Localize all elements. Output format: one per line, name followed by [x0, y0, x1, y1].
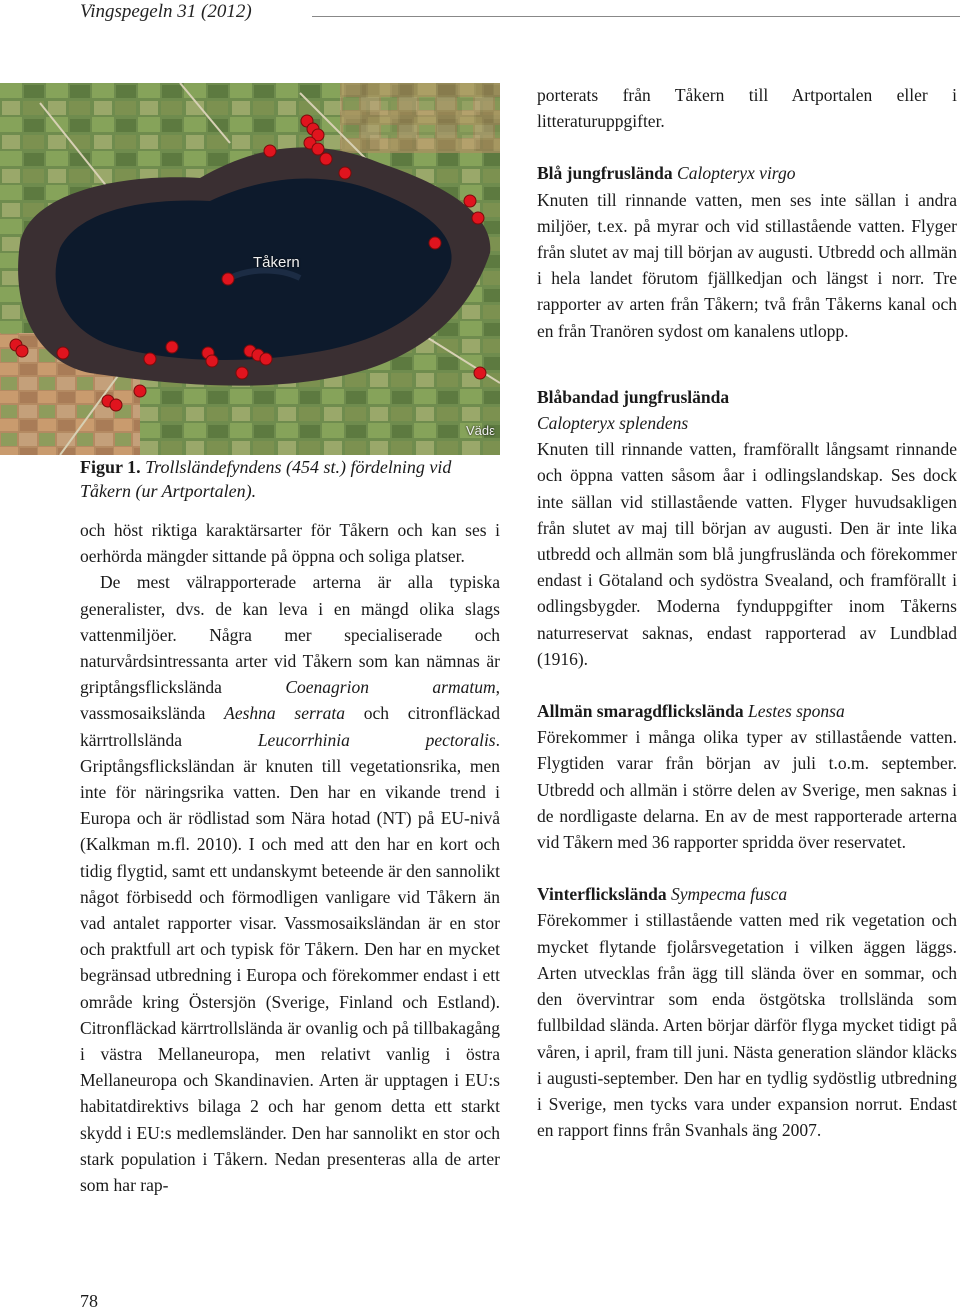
- species-entry: [537, 881, 957, 1143]
- map-lake-label: Tåkern: [253, 254, 300, 271]
- latin-name: Coenagrion armatum: [285, 677, 496, 698]
- paragraph: och höst riktiga karaktärsarter för Tåkern och kan ses i oerhörda mängder sittande på öppna och soliga platser.: [80, 520, 500, 567]
- species-entry: [537, 698, 957, 855]
- latin-name: Aeshna serrata: [224, 703, 345, 724]
- figure-caption: [80, 455, 500, 503]
- figure-map: [0, 83, 500, 455]
- figure-label: Figur 1.: [80, 457, 141, 477]
- left-column: [80, 517, 500, 1198]
- paragraph: [80, 569, 500, 1198]
- right-column: [537, 82, 957, 1143]
- figure-caption-text: Trollsländefyndens (454 st.) fördelning vid Tåkern (ur Artportalen).: [80, 457, 452, 501]
- text-run: De mest välrapporterade arterna är alla typiska generalister, dvs. de kan leva i en mängd olika slags vattenmiljöer. Några mer specialiserade och naturvårdsintressanta arter vid Tåkern som kan nämnas är griptångsflickslända: [80, 572, 500, 698]
- running-header: [80, 0, 960, 30]
- text-run: och citronfläckad kärrtrollslända: [80, 703, 500, 750]
- species-name: Blåbandad jungfruslända: [537, 386, 730, 407]
- latin-name: Calopteryx virgo: [677, 163, 796, 184]
- latin-name: Leucorrhinia pectoralis: [257, 729, 496, 750]
- species-name: Vinterflickslända: [537, 884, 667, 905]
- page-number: 78: [80, 1291, 98, 1311]
- latin-name: Lestes sponsa: [748, 701, 845, 722]
- species-heading: [537, 384, 957, 410]
- species-text: Knuten till rinnande vatten, men ses inte sällan i andra miljöer, t.ex. på myrar och vid stillastående vatten. Flyger från slutet av maj till början av augusti. Utbredd och allmän i hela landet förutom fjällkedjan och längst i norr. Tre rapporter av arten från Tåkern; två från Tåkerns kanal och en från Tranören sydost om kanalens utlopp.: [537, 189, 957, 341]
- species-text: Förekommer i många olika typer av stillastående vatten. Flygtiden varar från början av juli t.o.m. september. Utbredd och allmän i större delen av Sverige, men saknas i de nordligaste delarna. En av de mest rapporterade arterna vid Tåkern med 36 rapporter spridda över reservatet.: [537, 727, 957, 853]
- map-corner-label: Vädε: [466, 423, 495, 438]
- text-run: , vassmosaikslända: [80, 677, 500, 724]
- species-text: Knuten till rinnande vatten, framförallt långsamt rinnande och öppna vatten såsom åar i odlingslandskap. Ses dock inte sällan vid stillastående vatten. Flyger huvudsakligen från slutet av maj till början av augusti. Den är inte lika utbredd och allmän som blå jungfruslända och förekommer endast i Götaland och sydöstra Svealand, och framförallt i odlingsbygder. Moderna fynduppgifter inom Tåkerns naturreservat saknas, endast rapporterad av Lundblad (1916).: [537, 439, 957, 669]
- species-name: Allmän smaragdflickslända: [537, 701, 744, 722]
- header-rule: [312, 16, 960, 17]
- latin-name: Sympecma fusca: [671, 884, 788, 905]
- paragraph: porterats från Tåkern till Artportalen eller i litteraturuppgifter.: [537, 85, 957, 132]
- journal-title: Vingspegeln 31 (2012): [80, 1, 252, 22]
- species-heading: [537, 160, 957, 186]
- species-entry: [537, 160, 957, 343]
- satellite-map-image: [0, 83, 500, 455]
- species-entry: [537, 384, 957, 672]
- text-run: . Griptångsflicksländan är knuten till vegetationsrika, men inte för näringsrika vatten. Den har en vikande trend i Europa och är rödlistad som Nära hotad (NT) på EU-nivå (Kalkman m.fl. 2010). I och med att den har en kort och tidig flygtid, samt ett undanskymt beteende är den sannolikt något förbisedd och förmodligen vanligare vid Tåkern än vad antalet rapporter visar. Vassmosaiksländan är en stor och praktfull art och typisk för Tåkern. Den har en mycket begränsad utbredning i Europa och förekommer endast i ett område kring Östersjön (Sverige, Finland och Estland). Citronfläckad kärrtrollslända är ovanlig och på tillbakagång i västra Mellaneuropa, men relativt vanlig i östra Mellaneuropa och Skandinavien. Arten är upptagen i EU:s habitatdirektivs bilaga 2 och har genom detta ett starkt skydd i EU:s medlemsländer. Den har sannolikt en stor och stark population i Tåkern. Nedan presenteras alla de arter som har rap-: [80, 729, 500, 1196]
- latin-name: Calopteryx splendens: [537, 413, 689, 434]
- species-name: Blå jungfruslända: [537, 163, 673, 184]
- species-heading: [537, 881, 957, 907]
- species-text: Förekommer i stillastående vatten med rik vegetation och mycket flytande fjolårsvegetation i vilken äggen läggs. Arten utvecklas från ägg till slända över en sommar, och den övervintrar som enda östgötska trollslända som fullbildad slända. Arten börjar därför flyga mycket tidigt på våren, i april, fram till juni. Nästa generation sländor kläcks i augusti-september. Den har en tydlig sydöstlig utbredning i Sverige, men tycks vara under expansion norrut. Endast en rapport finns från Svanhals äng 2007.: [537, 910, 957, 1141]
- species-heading: [537, 698, 957, 724]
